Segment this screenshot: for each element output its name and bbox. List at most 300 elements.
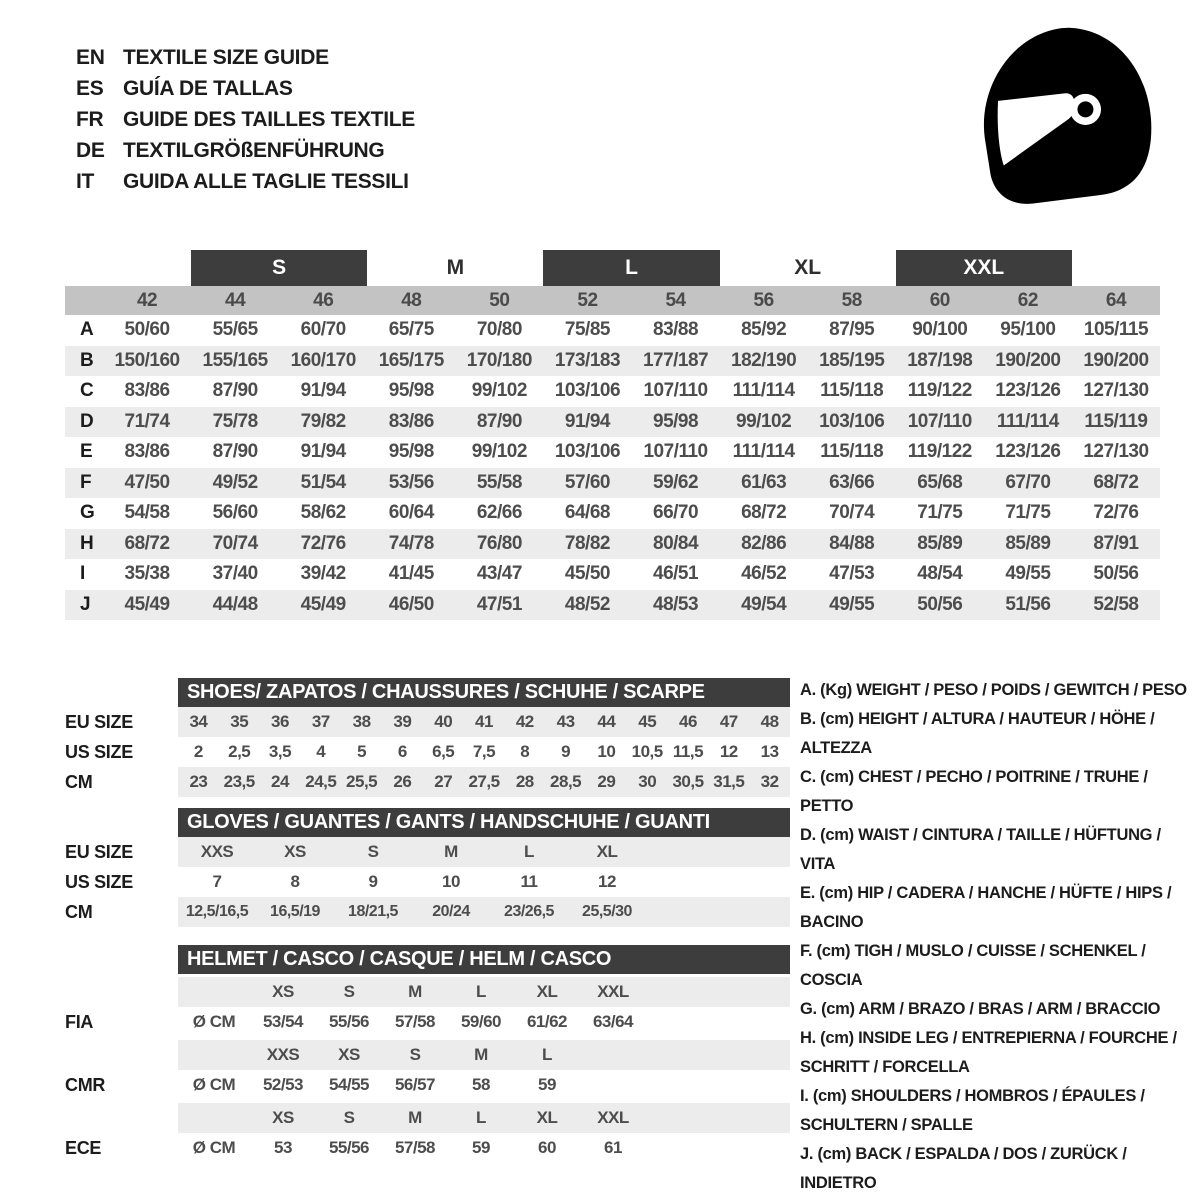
shoes-strip <box>178 707 790 737</box>
table-cell: 95/98 <box>388 441 434 463</box>
table-cell: 32 <box>760 772 779 791</box>
table-cell: 46/51 <box>653 563 699 585</box>
legend-item: H. (cm) INSIDE LEG / ENTREPIERNA / FOURCHE / SCHRITT / FORCELLA <box>800 1029 1177 1076</box>
size-header: M <box>474 1045 488 1064</box>
table-cell: 28 <box>515 772 534 791</box>
helmet-row-fia <box>65 1007 790 1037</box>
table-cell: XS <box>284 842 306 861</box>
table-cell: 74/78 <box>388 532 434 554</box>
table-cell: 55/65 <box>212 319 258 341</box>
column-header: 58 <box>841 289 862 311</box>
size-group-xl: XL <box>794 256 822 279</box>
table-cell: 187/198 <box>907 349 973 371</box>
table-cell: 123/126 <box>995 441 1061 463</box>
size-header: M <box>408 982 422 1001</box>
unit-spacer <box>178 1103 250 1133</box>
table-cell: 46/50 <box>388 593 434 615</box>
size-header: XXS <box>266 1045 300 1064</box>
table-cell: 24,5 <box>305 772 337 791</box>
row-label: D <box>80 410 94 432</box>
table-cell: 9 <box>368 872 378 891</box>
table-cell: 40 <box>434 712 453 731</box>
helmet-band-strip <box>178 1040 790 1070</box>
row-label: US SIZE <box>65 871 133 892</box>
table-cell: 65/75 <box>388 319 434 341</box>
table-cell: 41 <box>475 712 493 731</box>
table-cell: 71/75 <box>1005 502 1051 524</box>
textile-row-d <box>65 407 1160 438</box>
row-label-spacer <box>65 1103 178 1133</box>
table-cell: 60 <box>538 1138 556 1157</box>
table-cell: 6 <box>397 742 407 761</box>
language-item <box>76 73 415 104</box>
table-cell: 8 <box>290 872 300 891</box>
table-cell: 99/102 <box>471 380 527 402</box>
table-cell: 46 <box>679 712 697 731</box>
legend-item: G. (cm) ARM / BRAZO / BRAS / ARM / BRACCIO <box>800 1000 1161 1018</box>
table-cell: 34 <box>189 712 208 731</box>
row-label: CM <box>65 901 93 922</box>
table-cell: 71/75 <box>917 502 963 524</box>
row-label: E <box>80 441 93 463</box>
table-cell: 60/70 <box>300 319 346 341</box>
table-cell: 107/110 <box>643 380 708 402</box>
table-cell: 47/53 <box>829 563 875 585</box>
size-header: XS <box>338 1045 360 1064</box>
table-cell: 53/56 <box>388 471 434 493</box>
size-header: L <box>476 1108 486 1127</box>
table-cell: 30,5 <box>672 772 704 791</box>
table-cell: 12 <box>719 742 738 761</box>
table-cell: 61/62 <box>526 1012 568 1031</box>
column-header: 48 <box>401 289 422 311</box>
table-cell: 99/102 <box>736 410 792 432</box>
table-cell: 119/122 <box>907 380 972 402</box>
size-header: XS <box>272 1108 294 1127</box>
table-cell: 99/102 <box>471 441 527 463</box>
table-cell: 59 <box>538 1075 556 1094</box>
table-cell: 7,5 <box>472 742 496 761</box>
table-cell: 70/74 <box>212 532 258 554</box>
gloves-strip <box>178 897 790 927</box>
gloves-table-title: GLOVES / GUANTES / GANTS / HANDSCHUHE / GUANTI <box>178 808 790 837</box>
table-cell: 5 <box>357 742 367 761</box>
table-cell: 57/58 <box>394 1138 436 1157</box>
shoes-strip <box>178 767 790 797</box>
table-cell: 155/165 <box>202 349 268 371</box>
language-code: ES <box>76 76 104 100</box>
table-cell: 150/160 <box>114 349 180 371</box>
table-cell: 27,5 <box>468 772 500 791</box>
unit-label: Ø CM <box>192 1138 236 1157</box>
table-cell: 26 <box>393 772 412 791</box>
table-cell: 87/90 <box>476 410 522 432</box>
table-cell: 71/74 <box>124 410 170 432</box>
table-cell: 3,5 <box>268 742 292 761</box>
table-cell: 23/26,5 <box>504 903 554 920</box>
table-cell: 2,5 <box>228 742 251 761</box>
table-cell: 44 <box>597 712 616 731</box>
table-cell: 87/90 <box>212 441 258 463</box>
table-cell: 58 <box>472 1075 490 1094</box>
table-cell: 25,5/30 <box>582 903 632 920</box>
table-cell: 119/122 <box>907 441 972 463</box>
table-cell: 36 <box>271 712 289 731</box>
language-item <box>76 166 415 197</box>
table-cell: 8 <box>520 742 530 761</box>
table-cell: 54/55 <box>328 1075 370 1094</box>
table-cell: 182/190 <box>731 349 797 371</box>
language-item <box>76 104 415 135</box>
table-cell: 83/86 <box>388 410 434 432</box>
textile-size-table <box>65 250 1160 620</box>
table-cell: 115/119 <box>1084 410 1148 432</box>
table-cell: 35/38 <box>124 563 170 585</box>
table-cell: 78/82 <box>564 532 610 554</box>
helmet-value-strip <box>178 1133 790 1163</box>
table-cell: 66/70 <box>653 502 699 524</box>
table-cell: 91/94 <box>300 441 346 463</box>
size-group-l: L <box>543 250 719 286</box>
table-cell: L <box>524 842 534 861</box>
table-cell: 82/86 <box>741 532 787 554</box>
column-header: 50 <box>489 289 510 311</box>
table-cell: 57/60 <box>564 471 610 493</box>
table-cell: 83/88 <box>653 319 699 341</box>
size-band <box>65 250 1160 286</box>
table-cell: 59/62 <box>653 471 699 493</box>
unit-label: Ø CM <box>192 1075 236 1094</box>
helmet-value-strip <box>178 1007 790 1037</box>
size-header <box>580 1040 646 1070</box>
language-code: DE <box>76 138 105 162</box>
table-cell: M <box>444 842 458 861</box>
racing-helmet-icon <box>963 22 1168 212</box>
table-cell: 29 <box>597 772 616 791</box>
table-cell: 37/40 <box>212 563 258 585</box>
table-cell: 12 <box>598 872 616 891</box>
row-label: EU SIZE <box>65 711 133 732</box>
table-cell: 111/114 <box>732 441 795 463</box>
column-header: 60 <box>929 289 950 311</box>
column-header: 52 <box>577 289 598 311</box>
table-cell: 56/57 <box>394 1075 436 1094</box>
table-cell: 47/50 <box>124 471 170 493</box>
row-label: EU SIZE <box>65 841 133 862</box>
table-cell: 190/200 <box>1083 349 1149 371</box>
language-label: TEXTILGRÖßENFÜHRUNG <box>123 138 385 162</box>
table-cell: 85/89 <box>1005 532 1051 554</box>
table-cell: 103/106 <box>819 410 885 432</box>
gloves-row <box>65 897 790 927</box>
table-cell: 75/85 <box>564 319 610 341</box>
table-cell: 39 <box>393 712 412 731</box>
table-cell: 11 <box>520 872 538 891</box>
size-header: L <box>476 982 486 1001</box>
table-cell: 44/48 <box>212 593 258 615</box>
size-header: M <box>408 1108 422 1127</box>
shoes-table <box>65 678 790 797</box>
table-cell: 45/49 <box>124 593 170 615</box>
gloves-table <box>65 808 790 927</box>
size-header: S <box>343 982 355 1001</box>
column-header: 46 <box>313 289 334 311</box>
legend-item: C. (cm) CHEST / PECHO / POITRINE / TRUHE / PETTO <box>800 768 1148 815</box>
gloves-strip <box>178 867 790 897</box>
table-cell: 52/58 <box>1093 593 1139 615</box>
table-cell: 38 <box>352 712 371 731</box>
row-label: H <box>80 532 94 554</box>
textile-row-f <box>65 468 1160 499</box>
size-header: S <box>409 1045 421 1064</box>
table-cell: 165/175 <box>378 349 444 371</box>
table-cell: 90/100 <box>912 319 968 341</box>
table-cell: 35 <box>230 712 249 731</box>
table-cell: XL <box>596 842 618 861</box>
size-header: XL <box>536 982 558 1001</box>
table-cell: 6,5 <box>432 742 455 761</box>
table-cell: 55/58 <box>476 471 522 493</box>
row-label: J <box>80 593 91 615</box>
size-header: XXL <box>597 982 629 1001</box>
textile-row-h <box>65 529 1160 560</box>
row-label-spacer <box>65 1040 178 1070</box>
column-header: 42 <box>136 289 158 311</box>
table-cell: 7 <box>212 872 222 891</box>
measurement-legend <box>800 676 1200 1198</box>
table-cell: 95/98 <box>388 380 434 402</box>
table-cell: 63/64 <box>592 1012 634 1031</box>
table-cell: 111/114 <box>996 410 1059 432</box>
table-cell: 70/80 <box>476 319 522 341</box>
table-cell: 173/183 <box>554 349 621 371</box>
size-header: XL <box>536 1108 558 1127</box>
unit-label: Ø CM <box>192 1012 236 1031</box>
row-label: G <box>80 502 95 524</box>
table-cell: 55/56 <box>328 1138 370 1157</box>
helmet-row-ece <box>65 1133 790 1163</box>
table-cell: 87/91 <box>1093 532 1139 554</box>
table-cell: 84/88 <box>829 532 875 554</box>
helmet-size-band-cmr <box>65 1040 790 1070</box>
helmet-rows <box>65 977 790 1163</box>
helmet-value-strip <box>178 1070 790 1100</box>
table-cell: 107/110 <box>643 441 708 463</box>
table-cell: 170/180 <box>466 349 532 371</box>
helmet-band-strip <box>178 1103 790 1133</box>
table-cell: 43/47 <box>476 563 522 585</box>
helmet-band-strip <box>178 977 790 1007</box>
table-cell: 37 <box>311 712 330 731</box>
legend-item: E. (cm) HIP / CADERA / HANCHE / HÜFTE / HIPS / BACINO <box>800 884 1172 931</box>
textile-row-g <box>65 498 1160 529</box>
shoes-rows <box>65 707 790 797</box>
language-label: GUIDA ALLE TAGLIE TESSILI <box>123 169 409 193</box>
language-list <box>76 42 415 197</box>
table-cell: 30 <box>638 772 657 791</box>
table-cell: 45/49 <box>300 593 346 615</box>
helmet-size-band-fia <box>65 977 790 1007</box>
table-cell: 50/60 <box>124 319 170 341</box>
shoes-strip <box>178 737 790 767</box>
column-header: 62 <box>1017 289 1038 311</box>
gloves-rows <box>65 837 790 927</box>
table-cell: 10 <box>442 872 460 891</box>
table-cell: 12,5/16,5 <box>185 903 249 920</box>
racing-helmet-svg <box>963 22 1168 212</box>
table-cell: 48 <box>760 712 779 731</box>
table-cell: 16,5/19 <box>270 903 320 920</box>
legend-item: J. (cm) BACK / ESPALDA / DOS / ZURÜCK / INDIETRO <box>800 1145 1127 1192</box>
row-label: ECE <box>65 1137 102 1158</box>
table-cell: 76/80 <box>476 532 522 554</box>
table-cell: 62/66 <box>476 502 522 524</box>
table-cell: 80/84 <box>653 532 699 554</box>
textile-row-a <box>65 315 1160 346</box>
table-cell: 72/76 <box>300 532 346 554</box>
legend-item: B. (cm) HEIGHT / ALTURA / HAUTEUR / HÖHE / ALTEZZA <box>800 710 1155 757</box>
table-cell: 43 <box>556 712 575 731</box>
table-cell: 48/53 <box>653 593 699 615</box>
language-item <box>76 135 415 166</box>
row-label: A <box>80 319 94 341</box>
table-cell: 49/55 <box>1005 563 1051 585</box>
row-label: B <box>80 349 94 371</box>
table-cell: 45 <box>638 712 657 731</box>
row-label: F <box>80 471 92 493</box>
table-cell: 91/94 <box>300 380 346 402</box>
table-cell: 48/54 <box>917 563 963 585</box>
helmet-table <box>65 945 790 1163</box>
table-cell: 79/82 <box>300 410 346 432</box>
row-label: C <box>80 380 94 402</box>
table-cell: 103/106 <box>554 380 621 402</box>
shoes-table-title: SHOES/ ZAPATOS / CHAUSSURES / SCHUHE / SCARPE <box>178 678 790 707</box>
table-cell: 28,5 <box>550 772 582 791</box>
table-cell: 87/95 <box>829 319 875 341</box>
table-cell: 27 <box>434 772 453 791</box>
helmet-table-title: HELMET / CASCO / CASQUE / HELM / CASCO <box>178 945 790 974</box>
language-code: EN <box>76 45 105 69</box>
legend-item: I. (cm) SHOULDERS / HOMBROS / ÉPAULES / SCHULTERN / SPALLE <box>800 1087 1145 1134</box>
unit-spacer <box>178 1040 250 1070</box>
table-cell: 85/92 <box>741 319 787 341</box>
table-cell: 95/100 <box>1000 319 1056 341</box>
size-header: L <box>542 1045 552 1064</box>
gloves-row <box>65 867 790 897</box>
table-cell: XXS <box>200 842 234 861</box>
table-cell: 55/56 <box>328 1012 370 1031</box>
helmet-row-cmr <box>65 1070 790 1100</box>
table-cell: 95/98 <box>653 410 699 432</box>
table-cell: 185/195 <box>819 349 885 371</box>
table-cell: 13 <box>760 742 779 761</box>
table-cell: 63/66 <box>829 471 875 493</box>
table-cell: 83/86 <box>124 380 170 402</box>
table-cell: 65/68 <box>917 471 963 493</box>
table-cell: 49/54 <box>741 593 787 615</box>
table-cell: 59 <box>472 1138 490 1157</box>
language-label: GUÍA DE TALLAS <box>123 76 293 100</box>
table-cell: 51/56 <box>1005 593 1051 615</box>
table-cell: 50/56 <box>917 593 963 615</box>
table-cell: 107/110 <box>907 410 972 432</box>
table-cell: 87/90 <box>212 380 258 402</box>
shoes-row <box>65 737 790 767</box>
table-cell: 68/72 <box>741 502 787 524</box>
table-cell: 61/63 <box>741 471 787 493</box>
table-cell: 105/115 <box>1083 319 1149 341</box>
table-cell: 54/58 <box>124 502 170 524</box>
table-cell: 67/70 <box>1005 471 1051 493</box>
table-cell: 39/42 <box>300 563 346 585</box>
column-header: 44 <box>225 289 246 311</box>
textile-row-c <box>65 376 1160 407</box>
table-cell: 190/200 <box>995 349 1061 371</box>
table-cell: 61 <box>604 1138 622 1157</box>
table-cell: 25,5 <box>346 772 378 791</box>
table-cell: 72/76 <box>1093 502 1139 524</box>
table-cell: 49/52 <box>212 471 258 493</box>
textile-row-b <box>65 346 1160 377</box>
shoes-row <box>65 707 790 737</box>
table-cell: 68/72 <box>1093 471 1139 493</box>
row-label-spacer <box>65 977 178 1007</box>
row-label: US SIZE <box>65 741 133 762</box>
shoes-row <box>65 767 790 797</box>
size-group-m: M <box>446 256 465 279</box>
table-cell: 42 <box>515 712 534 731</box>
size-header: XXL <box>597 1108 629 1127</box>
table-cell <box>580 1070 646 1100</box>
legend-item: A. (Kg) WEIGHT / PESO / POIDS / GEWITCH / PESO <box>800 681 1187 699</box>
table-cell: 41/45 <box>388 563 434 585</box>
row-label: CM <box>65 771 93 792</box>
table-cell: 91/94 <box>564 410 610 432</box>
table-cell: 24 <box>271 772 289 791</box>
table-cell: 115/118 <box>820 441 884 463</box>
table-cell: 31,5 <box>713 772 745 791</box>
table-cell: 57/58 <box>394 1012 436 1031</box>
table-cell: 53 <box>274 1138 292 1157</box>
table-cell: 75/78 <box>212 410 258 432</box>
legend-item: F. (cm) TIGH / MUSLO / CUISSE / SCHENKEL / COSCIA <box>800 942 1146 989</box>
table-cell: 58/62 <box>300 502 346 524</box>
table-cell: 123/126 <box>995 380 1061 402</box>
size-group-xxl: XXL <box>896 250 1072 286</box>
table-cell: 127/130 <box>1083 441 1149 463</box>
table-cell: 53/54 <box>262 1012 304 1031</box>
table-cell: 85/89 <box>917 532 963 554</box>
textile-row-e <box>65 437 1160 468</box>
table-cell: 45/50 <box>564 563 610 585</box>
table-cell: 2 <box>193 742 203 761</box>
table-cell: 127/130 <box>1083 380 1149 402</box>
column-header: 64 <box>1105 289 1127 311</box>
textile-row-i <box>65 559 1160 590</box>
table-cell: 52/53 <box>262 1075 304 1094</box>
table-cell: 47 <box>719 712 738 731</box>
gloves-row <box>65 837 790 867</box>
column-header: 54 <box>665 289 686 311</box>
table-cell: 64/68 <box>564 502 610 524</box>
table-cell: 23 <box>189 772 208 791</box>
table-cell: 83/86 <box>124 441 170 463</box>
table-cell: 60/64 <box>388 502 434 524</box>
helmet-size-band-ece <box>65 1103 790 1133</box>
language-item <box>76 42 415 73</box>
table-cell: 10 <box>597 742 616 761</box>
